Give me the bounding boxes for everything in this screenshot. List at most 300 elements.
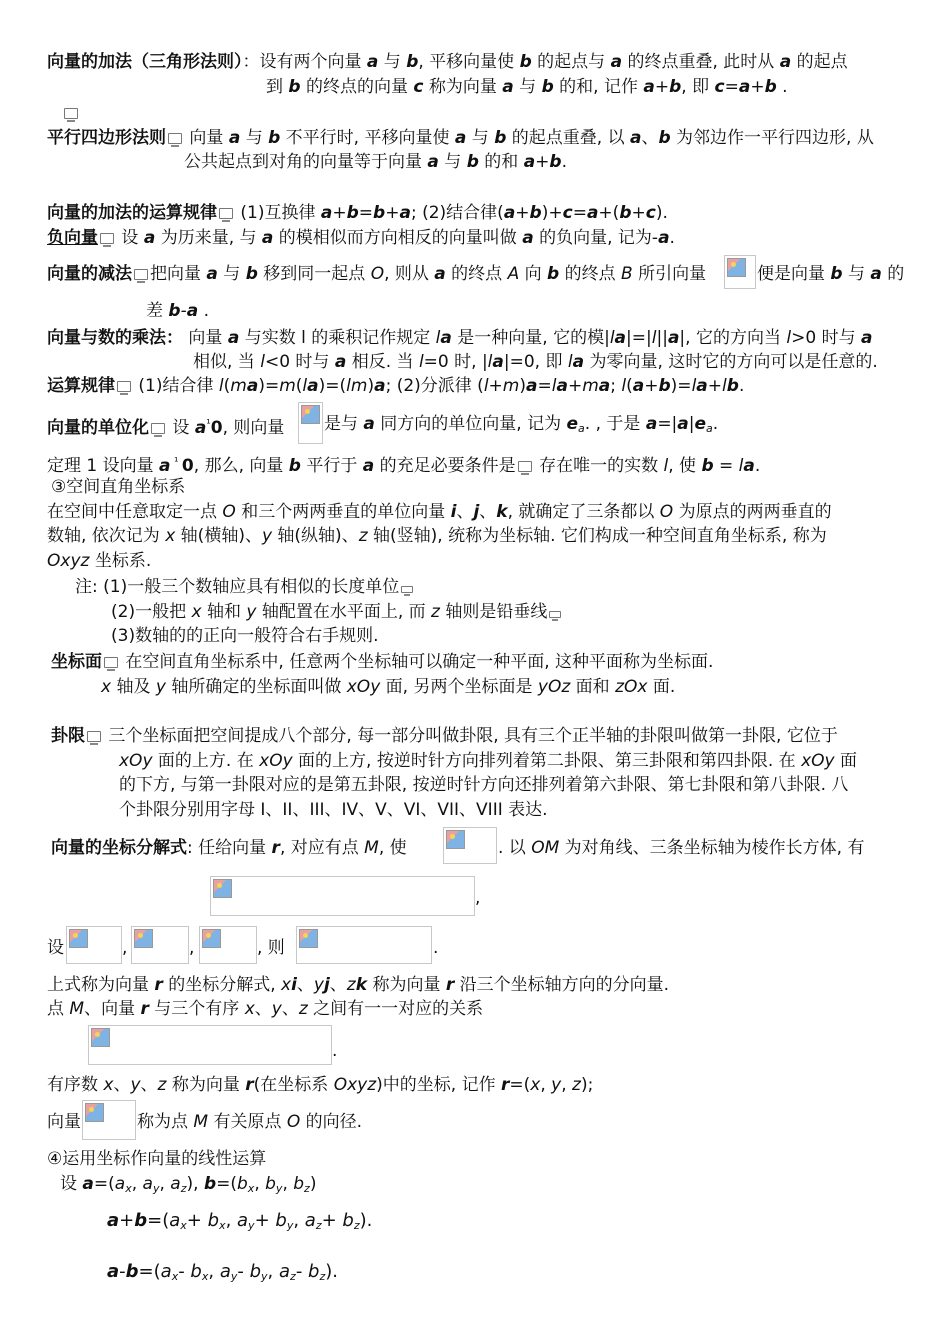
radius-vector-a	[47, 1110, 81, 1134]
placeholder-line	[62, 101, 80, 125]
text-run: l	[722, 376, 727, 396]
text-run: B	[621, 264, 633, 284]
text-run: )+	[541, 203, 563, 223]
text-run: 、	[329, 975, 347, 995]
coordinate-definition	[47, 1073, 593, 1097]
text-run: 上式称为向量	[47, 975, 155, 995]
text-run: .	[561, 152, 567, 172]
text-run: 、	[113, 1075, 131, 1095]
text-run: l	[786, 328, 792, 348]
text-run: =(	[147, 1210, 170, 1231]
section-heading: 向量的加法（三角形法则）	[47, 52, 243, 72]
subtraction-line-cont	[757, 262, 904, 286]
text-run: =|	[657, 414, 678, 434]
text-run: r	[245, 1075, 254, 1095]
text-run: a	[261, 228, 274, 248]
text-run: 称为向量	[367, 975, 446, 995]
text-run: z	[358, 526, 368, 546]
text-run: a	[643, 77, 655, 97]
text-run: 把向量	[150, 264, 207, 284]
text-run: 向量	[47, 1112, 81, 1132]
text-run: 与	[378, 52, 407, 72]
note-2	[111, 600, 563, 624]
text-run: 存在唯一的实数	[533, 456, 664, 476]
text-run: .	[198, 301, 210, 321]
text-run: 坐标系.	[89, 551, 152, 571]
image-placeholder-icon	[91, 1028, 110, 1047]
text-run: l	[567, 352, 573, 372]
text-run: a	[523, 152, 536, 172]
text-run: , 平移向量使	[418, 52, 520, 72]
decomposition-note	[47, 973, 669, 997]
text-run: =(	[216, 1174, 237, 1194]
text-run: ,	[225, 1210, 238, 1231]
text-run: . 以	[498, 838, 532, 858]
text-run: c	[562, 203, 573, 223]
text-run: , 则从	[384, 264, 435, 284]
text-run: a	[743, 456, 755, 476]
text-run: b	[168, 301, 181, 321]
text-run: a	[696, 376, 708, 396]
text-run: l	[738, 456, 744, 476]
text-run: , 就确定了三条都以	[507, 502, 660, 522]
text-run: ¹	[206, 417, 211, 430]
text-run: 便是向量	[757, 264, 831, 284]
text-run: k	[496, 502, 508, 522]
text-run: )	[367, 376, 375, 396]
section-heading: 负向量	[47, 228, 98, 248]
text-run: 差	[146, 301, 169, 321]
text-run: 与	[217, 264, 246, 284]
text-run: b	[519, 52, 532, 72]
text-run: b	[494, 128, 507, 148]
text-run: 面	[834, 751, 857, 771]
text-run: +	[332, 203, 347, 223]
text-run: 与三个有序	[148, 999, 245, 1019]
text-run: r	[271, 838, 280, 858]
text-run: z	[157, 1075, 167, 1095]
text-run: a	[107, 1261, 120, 1282]
text-run: a	[279, 1261, 291, 1282]
text-run: z	[572, 1075, 581, 1095]
section-heading: 向量的坐标分解式	[51, 838, 187, 858]
text-run: a	[556, 376, 568, 396]
text-run: 所引向量	[632, 264, 707, 284]
text-run: x	[101, 677, 112, 697]
text-run: b	[658, 376, 671, 396]
text-run: b	[237, 1174, 248, 1194]
text-run: m	[582, 376, 599, 396]
text-run: a	[598, 376, 611, 396]
text-run: a	[526, 376, 538, 396]
text-run: .	[738, 376, 745, 396]
text-run: b	[249, 1261, 262, 1282]
text-run: b	[308, 1261, 320, 1282]
text-run: ,	[540, 1075, 552, 1095]
parallelogram-line	[47, 126, 874, 150]
text-run: i	[291, 975, 297, 995]
text-run: )中的坐标, 记作	[376, 1075, 501, 1095]
text-run: 轴(纵轴)、	[272, 526, 359, 546]
text-run: +	[515, 203, 530, 223]
parallelogram-text-cont	[184, 150, 567, 174]
text-run: 的模相似而方向相反的向量叫做	[273, 228, 523, 248]
text-run: 的终点重叠, 此时从	[622, 52, 780, 72]
text-run: .	[776, 77, 788, 97]
text-run: l	[302, 376, 308, 396]
text-run: 数轴, 依次记为	[47, 526, 166, 546]
text-run: ¹	[170, 455, 182, 468]
text-run: =(	[509, 1075, 531, 1095]
text-run: 有序数	[47, 1075, 104, 1095]
text-run: x	[219, 1219, 226, 1232]
text-run: 轴则是铅垂线	[439, 602, 548, 622]
text-run: +	[385, 203, 400, 223]
text-run: (1)结合律	[133, 376, 219, 396]
text-run: 不平行时, 平移向量使	[280, 128, 455, 148]
text-run: x	[191, 602, 202, 622]
text-run: a	[320, 203, 333, 223]
addition-text	[260, 52, 848, 72]
text-run: z	[431, 602, 440, 622]
text-run: ,	[561, 1075, 573, 1095]
text-run: 设	[116, 228, 144, 248]
text-run: r	[140, 999, 149, 1019]
text-run: b	[406, 52, 419, 72]
text-run: O	[286, 1112, 301, 1132]
text-run: 的起点重叠, 以	[506, 128, 630, 148]
formula-image-om	[443, 827, 497, 864]
formula-image-ab	[724, 255, 756, 289]
text-run: 面, 另两个坐标面是	[380, 677, 538, 697]
text-run: 称为点	[137, 1112, 194, 1132]
text-run: 向量	[184, 128, 229, 148]
text-run: .	[754, 456, 761, 476]
text-run: a	[870, 264, 882, 284]
section-heading: 坐标面	[51, 652, 102, 672]
text-run: 轴(竖轴), 统称为坐标轴. 它们构成一种空间直角坐标系, 称为	[367, 526, 827, 546]
text-run: b	[373, 203, 386, 223]
text-run: b	[830, 264, 843, 284]
text-run: xOy	[119, 751, 153, 771]
text-run: )=	[258, 376, 280, 396]
text-run: z	[290, 1270, 296, 1283]
text-run: b	[245, 264, 258, 284]
text-run: a	[630, 128, 642, 148]
text-run: 的和, 记作	[553, 77, 644, 97]
text-run: a	[194, 418, 207, 438]
text-run: 的和	[478, 152, 524, 172]
text-run: y	[551, 1075, 562, 1095]
subtraction-diff	[146, 299, 209, 323]
text-run: +	[119, 1210, 135, 1231]
text-run: ).	[325, 1261, 338, 1282]
text-run: a	[82, 1174, 94, 1194]
monitor-icon	[518, 461, 532, 472]
text-run: 到	[266, 77, 289, 97]
monitor-icon	[64, 108, 78, 119]
text-run: (	[223, 376, 231, 396]
text-run: 轴和	[201, 602, 247, 622]
text-run: 的	[881, 264, 905, 284]
text-run: a	[706, 422, 713, 435]
coord-para-2	[47, 524, 827, 548]
text-run: )=(	[318, 376, 347, 396]
text-run: e	[566, 414, 579, 434]
formula-image-2	[131, 926, 189, 964]
text-run: a	[170, 1174, 181, 1194]
text-run: b	[547, 264, 560, 284]
text-run: y	[248, 1219, 255, 1232]
image-placeholder-icon	[134, 929, 153, 948]
text-run: a	[237, 1210, 249, 1231]
text-run: i	[450, 502, 457, 522]
text-run: b	[288, 77, 301, 97]
text-run: 的起点与	[531, 52, 611, 72]
text-run: 向	[519, 264, 548, 284]
text-run: a	[228, 128, 241, 148]
text-run: a	[440, 328, 452, 348]
text-run: x	[281, 975, 292, 995]
unit-vector-cont	[324, 412, 718, 441]
text-run: x	[530, 1075, 541, 1095]
text-run: 、	[296, 975, 314, 995]
text-run: a	[206, 264, 218, 284]
text-run: b	[125, 1261, 139, 1282]
text-run: k	[355, 975, 368, 995]
text-run: 面和	[570, 677, 616, 697]
text-run: +	[488, 376, 503, 396]
text-run: (	[295, 376, 303, 396]
text-run: |=0, 即	[503, 352, 568, 372]
text-run: (3)数轴的的正向一般符合右手规则.	[111, 626, 379, 646]
text-run: 的起点	[791, 52, 848, 72]
text-run: r	[501, 1075, 510, 1095]
section-heading: 向量与数的乘法：	[47, 328, 183, 348]
text-run: z	[319, 1270, 326, 1283]
text-run: =	[537, 376, 552, 396]
decomposition-line	[51, 836, 407, 860]
text-run: (在坐标系	[253, 1075, 334, 1095]
text-run: l	[663, 456, 669, 476]
text-run: ,	[282, 1174, 294, 1194]
text-run: , 则向量	[222, 418, 285, 438]
section-heading: 运算规律	[47, 376, 115, 396]
text-run: 相似, 当	[193, 352, 261, 372]
text-run: ).	[359, 1210, 373, 1231]
text-run: (2)一般把	[111, 602, 192, 622]
text-run: r	[445, 975, 455, 995]
radius-vector-b	[137, 1110, 362, 1134]
text-run: b	[726, 376, 739, 396]
text-run: l	[435, 328, 441, 348]
text-run: a	[645, 414, 658, 434]
text-run: 三个坐标面把空间提成八个部分, 每一部分叫做卦限, 具有三个正半轴的卦限叫做第一卦限, 它位于	[103, 726, 838, 746]
text-run: +	[631, 203, 646, 223]
text-run: a	[492, 352, 504, 372]
text-run: +	[535, 152, 550, 172]
formula-image-correspondence	[88, 1025, 332, 1065]
text-run: 轴配置在水平面上, 而	[256, 602, 432, 622]
monitor-icon	[219, 208, 233, 219]
text-run: b	[549, 152, 562, 172]
text-run: a	[169, 1210, 181, 1231]
text-run: b	[293, 1174, 305, 1194]
text-run: a	[107, 1210, 120, 1231]
text-run: b	[288, 456, 301, 476]
text-run: 面.	[647, 677, 676, 697]
text-run: 定理 1 设向量	[47, 456, 160, 476]
note-3	[111, 624, 378, 648]
text-run: b	[466, 152, 479, 172]
text-run: l	[483, 376, 489, 396]
text-run: |=|	[626, 328, 652, 348]
text-run: |	[688, 414, 695, 434]
image-placeholder-icon	[85, 1103, 104, 1122]
text-run: M	[364, 838, 379, 858]
monitor-icon	[104, 657, 118, 668]
text-run: +	[654, 77, 670, 97]
text-run: 公共起点到对角的向量等于向量	[184, 152, 428, 172]
text-run: xOy	[801, 751, 835, 771]
text-run: =	[724, 77, 739, 97]
text-run: Oxyz	[333, 1075, 377, 1095]
text-run: ).	[655, 203, 668, 223]
text-run: b	[764, 77, 777, 97]
operation-rules-line	[47, 374, 744, 398]
text-run: 的终点的向量	[300, 77, 414, 97]
text-run: =	[358, 203, 374, 223]
comma: ,	[475, 888, 481, 908]
text-run: =(	[138, 1261, 161, 1282]
text-run: , 使	[378, 838, 407, 858]
text-run: 、	[641, 128, 659, 148]
text-run: );	[580, 1075, 594, 1095]
text-run: , 使	[668, 456, 702, 476]
text-run: l	[691, 376, 697, 396]
text-run: a	[219, 1261, 231, 1282]
text-run: <0 时与	[264, 352, 335, 372]
formula-image-3	[199, 926, 257, 964]
text-run: -	[178, 1261, 191, 1282]
text-run: b	[134, 1210, 148, 1231]
text-run: c	[413, 77, 424, 97]
section-heading: ④运用坐标作向量的线性运算	[47, 1149, 267, 1169]
text-run: 、	[254, 999, 272, 1019]
section-heading: 向量的加法的运算规律	[47, 203, 217, 223]
text-run: =0 时, |	[423, 352, 488, 372]
text-run: 向量	[183, 328, 228, 348]
coord-para-1	[47, 500, 832, 524]
octant-cont-3	[119, 798, 548, 822]
text-run: (1)互换律	[235, 203, 321, 223]
text-run: zOx	[615, 677, 648, 697]
negative-vector-line	[47, 226, 675, 250]
text-run: 称为向量	[423, 77, 503, 97]
text-run: a	[363, 414, 375, 434]
scalar-mult-line	[47, 326, 872, 350]
text-run: 同方向的单位向量, 记为	[374, 414, 567, 434]
text-run: 设有两个向量	[259, 52, 367, 72]
text-run: ,	[208, 1261, 220, 1282]
text-run: 与	[466, 128, 495, 148]
image-placeholder-icon	[69, 929, 88, 948]
section-heading: 卦限	[51, 726, 85, 746]
scalar-mult-cont	[193, 350, 878, 374]
text-run: a	[779, 52, 792, 72]
text-run: 的下方, 与第一卦限对应的是第五卦限, 按逆时针方向还排列着第六卦限、第七卦限和第八卦限. 八	[119, 775, 849, 795]
text-run: a	[362, 456, 375, 476]
text-run: l	[621, 376, 627, 396]
note-1	[75, 575, 415, 599]
text-run: 设	[167, 418, 195, 438]
text-run: x	[244, 999, 255, 1019]
text-run: b	[207, 1210, 220, 1231]
text-run: 为历来量, 与	[155, 228, 262, 248]
text-run: 轴(横轴)、	[175, 526, 262, 546]
text-run: M	[69, 999, 85, 1019]
text-run: +(	[598, 203, 620, 223]
text-run: xOy	[259, 751, 293, 771]
text-run: y	[271, 999, 282, 1019]
text-run: =	[713, 456, 739, 476]
text-run: 和三个两两垂直的单位向量	[235, 502, 451, 522]
text-run: ; (2)分派律 (	[385, 376, 484, 396]
text-run: a	[160, 1261, 172, 1282]
monitor-icon	[117, 381, 131, 392]
text-run: x	[180, 1219, 187, 1232]
monitor-icon	[87, 731, 101, 742]
text-run: .	[712, 414, 719, 434]
text-run: a	[334, 352, 347, 372]
section-heading: 向量的减法	[47, 264, 132, 284]
text-run: lm	[346, 376, 368, 396]
text-run: b	[658, 128, 671, 148]
text-run: ,	[293, 1210, 305, 1231]
image-placeholder-icon	[213, 879, 232, 898]
subtraction-line	[47, 262, 706, 286]
text-run: 移到同一起点	[257, 264, 371, 284]
text-run: 的负向量, 记为-	[533, 228, 659, 248]
text-run: a	[366, 52, 379, 72]
text-run: 个卦限分别用字母 I、II、III、IV、V、VI、VII、VIII 表达.	[119, 800, 548, 820]
text-run: OM	[531, 838, 560, 858]
text-run: l	[218, 376, 224, 396]
text-run: +	[321, 1210, 343, 1231]
text-run: a	[454, 128, 467, 148]
text-run: 的终点	[559, 264, 622, 284]
text-run: b	[275, 1210, 287, 1231]
text-run: , 对应有点	[279, 838, 365, 858]
text-run: y	[261, 1270, 268, 1283]
text-run: 沿三个坐标轴方向的分向量.	[454, 975, 670, 995]
text-run: 是与	[324, 414, 364, 434]
image-placeholder-icon	[202, 929, 221, 948]
text-run: 与	[842, 264, 871, 284]
text-run: ,	[267, 1261, 279, 1282]
text-run: a	[503, 203, 516, 223]
text-run: 与	[240, 128, 269, 148]
text-run: . , 于是	[584, 414, 646, 434]
text-run: 0	[210, 418, 223, 438]
text-run: +	[567, 376, 583, 396]
text-run: =(	[93, 1174, 115, 1194]
text-run: 之间有一一对应的关系	[307, 999, 484, 1019]
text-run: )	[309, 1174, 317, 1194]
text-run: j	[473, 502, 480, 522]
monitor-icon	[151, 423, 165, 434]
text-run: O	[222, 502, 236, 522]
